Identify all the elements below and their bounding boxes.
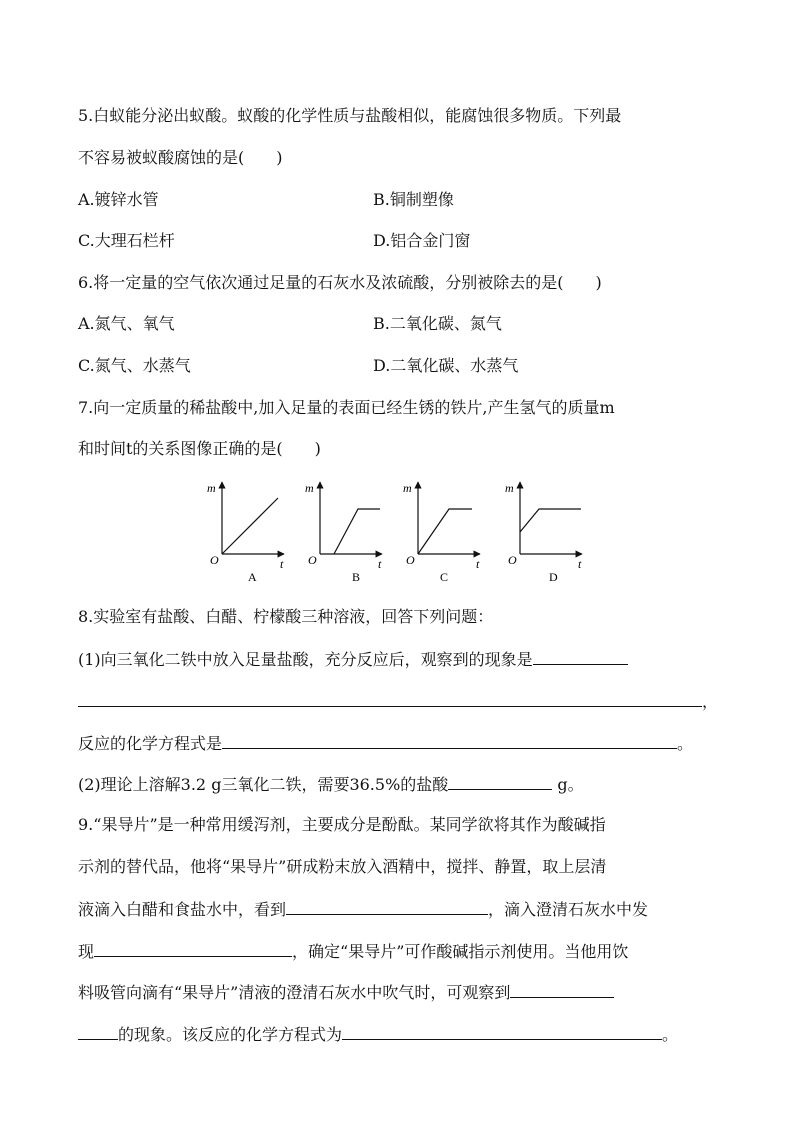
q7-line2: 和时间t的关系图像正确的是( ) — [78, 439, 321, 458]
q9-line3-b: ，滴入澄清石灰水中发 — [488, 900, 649, 919]
q5-option-b: B.铜制塑像 — [373, 190, 454, 209]
graph-b-y-label: m — [305, 481, 314, 495]
q8-part1-text: (1)向三氧化二铁中放入足量盐酸，充分反应后，观察到的现象是 — [78, 650, 533, 669]
q9-line4 — [78, 940, 628, 963]
q5-option-a: A.镀锌水管 — [78, 190, 159, 209]
q6-option-c: C.氮气、水蒸气 — [78, 356, 191, 375]
q8-line1: 8.实验室有盐酸、白醋、柠檬酸三种溶液，回答下列问题： — [78, 607, 494, 626]
graph-c-y-label: m — [403, 481, 412, 495]
q8-part1-comma: ， — [702, 692, 719, 711]
q9-line3 — [78, 898, 648, 921]
q8-part1-blank-a[interactable] — [533, 648, 628, 665]
q9-line6-a: 的现象。该反应的化学方程式为 — [118, 1025, 343, 1044]
graph-d-curve — [520, 509, 581, 532]
q9-line4-b: ，确定“果导片”可作酸碱指示剂使用。当他用饮 — [292, 942, 629, 961]
q8-part1-line2 — [78, 690, 718, 713]
q5-option-c: C.大理石栏杆 — [78, 231, 175, 250]
q6-option-d: D.二氧化碳、水蒸气 — [373, 356, 519, 375]
q8-part1-equation-blank[interactable] — [222, 732, 677, 749]
graph-d-label: D — [549, 570, 558, 584]
graph-c-origin: O — [406, 553, 415, 567]
graph-d — [505, 481, 582, 584]
q8-part1-blank-b[interactable] — [78, 690, 702, 707]
graph-b — [305, 481, 382, 584]
q8-part1-line — [78, 648, 628, 671]
q9-line3-a: 液滴入白醋和食盐水中，看到 — [78, 900, 287, 919]
graph-a-x-label: t — [280, 557, 284, 571]
graph-b-x-label: t — [378, 557, 382, 571]
graph-a-label: A — [248, 570, 257, 584]
graph-a-y-label: m — [207, 481, 216, 495]
graph-c-x-label: t — [476, 557, 480, 571]
q8-part1-line3 — [78, 732, 693, 755]
graph-b-curve — [334, 509, 380, 554]
q5-option-d: D.铝合金门窗 — [373, 231, 471, 250]
graph-b-label: B — [352, 570, 361, 584]
q5-line2: 不容易被蚁酸腐蚀的是( ) — [78, 148, 283, 167]
q6-line1: 6.将一定量的空气依次通过足量的石灰水及浓硫酸，分别被除去的是( ) — [78, 273, 602, 292]
graph-c — [403, 481, 480, 584]
q9-line1: 9.“果导片”是一种常用缓泻剂，主要成分是酚酞。某同学欲将其作为酸碱指 — [78, 815, 606, 834]
q9-blank-equation[interactable] — [342, 1023, 662, 1040]
q8-part2-unit: g。 — [557, 775, 584, 794]
graph-d-origin: O — [508, 553, 517, 567]
graph-b-origin: O — [308, 553, 317, 567]
q9-line2: 示剂的替代品，他将“果导片”研成粉末放入酒精中，搅拌、静置，取上层清 — [78, 857, 607, 876]
q8-part2-blank[interactable] — [448, 773, 552, 790]
graph-a-origin: O — [210, 553, 219, 567]
q6-option-b: B.二氧化碳、氮气 — [373, 314, 502, 333]
q6-option-a: A.氮气、氧气 — [78, 314, 175, 333]
graph-a — [207, 481, 284, 584]
graph-c-label: C — [440, 570, 449, 584]
q9-blank-phenomenon-b[interactable] — [78, 1023, 118, 1040]
q9-blank-vinegar[interactable] — [286, 898, 488, 915]
q9-line5-text: 料吸管向滴有“果导片”清液的澄清石灰水中吹气时，可观察到 — [78, 983, 511, 1002]
q9-blank-phenomenon-a[interactable] — [510, 981, 614, 998]
q8-part1-eq-label: 反应的化学方程式是 — [78, 734, 223, 753]
q9-line5 — [78, 981, 614, 1004]
graph-a-curve — [222, 498, 278, 554]
q9-line6 — [78, 1023, 678, 1046]
q7-line1: 7.向一定质量的稀盐酸中,加入足量的表面已经生锈的铁片,产生氢气的质量m — [78, 398, 615, 417]
q5-line1: 5.白蚁能分泌出蚁酸。蚁酸的化学性质与盐酸相似，能腐蚀很多物质。下列最 — [78, 106, 622, 125]
q9-line6-b: 。 — [662, 1025, 679, 1044]
q8-part1-end: 。 — [677, 734, 694, 753]
graph-d-x-label: t — [578, 557, 582, 571]
q9-line4-a: 现 — [78, 942, 95, 961]
q7-graph-options — [198, 476, 598, 586]
q9-blank-limewater[interactable] — [94, 940, 292, 957]
q8-part2-line — [78, 773, 584, 796]
graph-d-y-label: m — [505, 481, 514, 495]
graph-c-curve — [418, 509, 472, 554]
q8-part2-text: (2)理论上溶解3.2 g三氧化二铁，需要36.5%的盐酸 — [78, 775, 449, 794]
